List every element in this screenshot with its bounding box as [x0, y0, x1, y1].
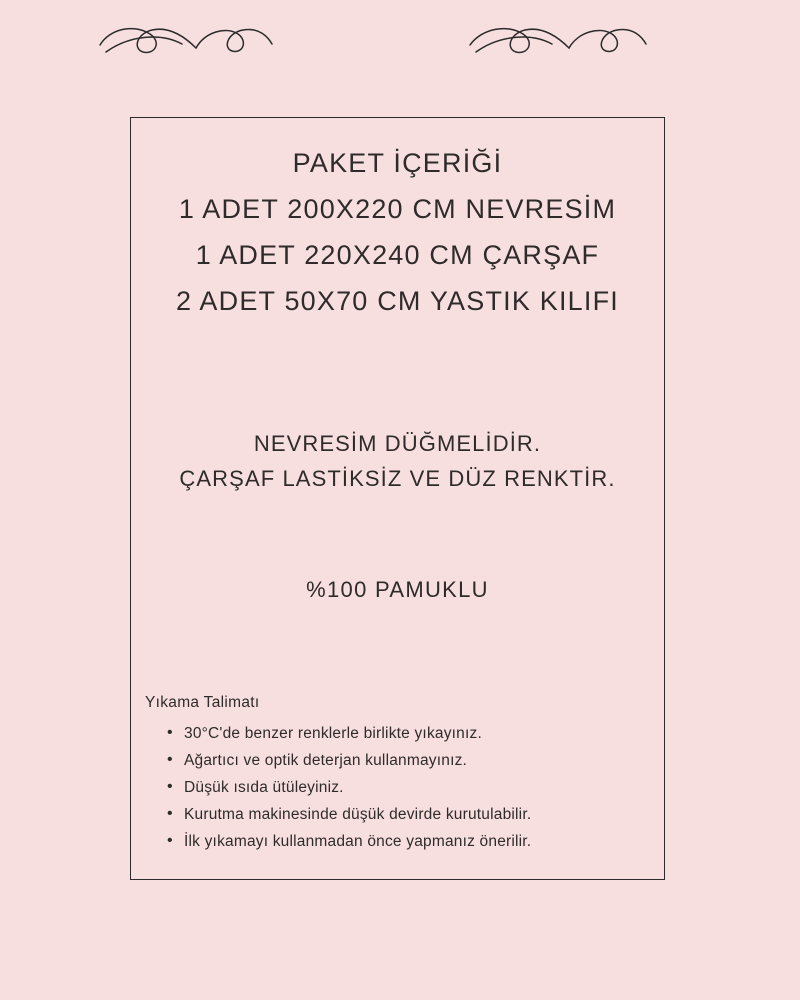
info-card-border	[130, 117, 665, 880]
washing-instructions-section	[145, 690, 650, 855]
material-section	[145, 574, 650, 606]
package-contents-title: PAKET İÇERİĞİ	[292, 148, 503, 178]
product-notes-section	[145, 426, 650, 496]
package-item-pillowcase: 2 ADET 50X70 CM YASTIK KILIFI	[176, 286, 619, 316]
package-contents-section	[145, 140, 650, 324]
list-item: • Düşük ısıda ütüleyiniz.	[167, 774, 650, 801]
list-item: • 30°C'de benzer renklerle birlikte yıkayınız.	[167, 720, 650, 747]
note-sheet-flat-plain: ÇARŞAF LASTİKSİZ VE DÜZ RENKTİR.	[179, 466, 616, 491]
list-item: • Ağartıcı ve optik deterjan kullanmayınız.	[167, 747, 650, 774]
info-card-content	[131, 118, 664, 879]
package-item-duvet-cover: 1 ADET 200X220 CM NEVRESİM	[178, 194, 617, 224]
package-item-bed-sheet: 1 ADET 220X240 CM ÇARŞAF	[195, 240, 600, 270]
list-item: • İlk yıkamayı kullanmadan önce yapmanız önerilir.	[167, 828, 650, 855]
decorative-swirl-flourish-icon	[0, 0, 800, 100]
washing-instructions-title: Yıkama Talimatı	[145, 694, 260, 711]
note-duvet-buttoned: NEVRESİM DÜĞMELİDİR.	[253, 431, 542, 456]
washing-instructions-list	[145, 720, 650, 855]
material-label: %100 PAMUKLU	[306, 577, 489, 602]
list-item: • Kurutma makinesinde düşük devirde kurutulabilir.	[167, 801, 650, 828]
